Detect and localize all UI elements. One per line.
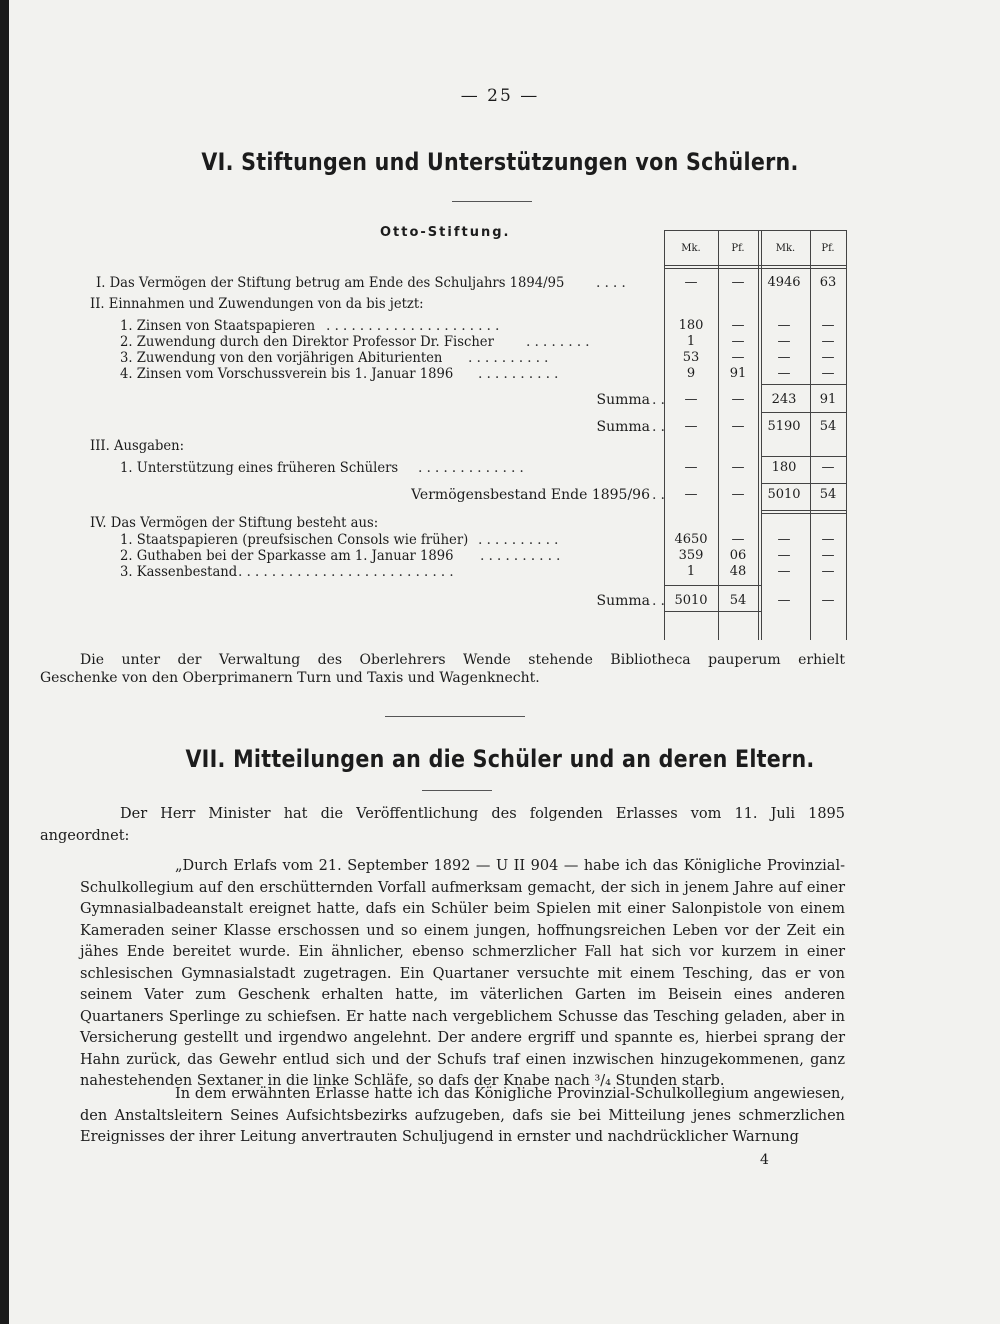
signature-mark: 4 [760, 1152, 769, 1168]
ledger-row-summa: Summa .. — — 5190 54 [596, 419, 837, 435]
ledger-row: 2. Guthaben bei der Sparkasse am 1. Januar 1896 .......... 359 06 — — [120, 548, 835, 564]
ledger-row-summa: Vermögensbestand Ende 1895/96 .. — — 5010 54 [411, 487, 837, 503]
erlass-intro-line-1: Der Herr Minister hat die Veröffentlichung des folgenden Erlasses vom 11. Juli 1895 [120, 806, 845, 822]
ledger-row-summa: Summa .. 5010 54 — — [596, 593, 835, 609]
otto-stiftung-heading: Otto-Stiftung. [380, 225, 511, 240]
erlass-paragraph-2: In dem erwähnten Erlasse hatte ich das Königliche Provinzial-Schulkollegium angewiesen, den Anstaltsleitern Seines Aufsichtsbezirks aufzugeben, dafs sie bei Mitteilung jenes schmerzlichen Ereignisses der ihrer Leitung anvertrauten Schuljugend in ernster und nachdrücklicher Warnung [80, 1086, 845, 1145]
title-rule [422, 790, 492, 791]
bibliotheca-note-line-2: Geschenke von den Oberprimanern Turn und Taxis und Wagenknecht. [40, 670, 540, 686]
page-number: — 25 — [460, 86, 540, 106]
ledger-row: 1. Staatspapieren (preufsischen Consols wie früher) .......... 4650 — — — [120, 532, 835, 548]
erlass-quote-paragraph: „Durch Erlafs vom 21. September 1892 — U II 904 — habe ich das Königliche Provinzial-Schulkollegium auf den erschütternden Vorfall aufmerksam gemacht, der sich in jenem Jahre auf einer Gymnasialbadeanstalt ereignet hatte, dafs ein Schüler beim Spielen mit einer Salonpistole von einem Kameraden seiner Klasse erschossen und so einem jungen, hoffnungsreichen Leben vor der Zeit ein jähes Ende bereitet wurde. Ein ähnlicher, ebenso schmerzlicher Fall hat sich vor kurzem in einer schlesischen Gymnasialstadt zugetragen. Ein Quartaner versuchte mit einem Tesching, das er von seinem Vater zum Geschenk erhalten hatte, im väterlichen Garten im Beisein eines anderen Quartaners Sperlinge zu schiefsen. Er hatte nach vergeblichem Schusse das Tesching geladen, aber in Versicherung gestellt und irgendwo angelehnt. Der andere ergriff und spannte es, hierbei sprang der Hahn zurück, das Gewehr entlud sich und der Schufs traf einen inzwischen hinzugekommenen, ganz nahestehenden Sextaner in die linke Schläfe, so dafs der Knabe nach ³/₄ Stunden starb. [80, 858, 845, 1089]
ledger-row: III. Ausgaben: [90, 438, 185, 454]
ledger-row: 3. Kassenbestand .......................... 1 48 — — [120, 564, 835, 580]
ledger-row: 4. Zinsen vom Vorschussverein bis 1. Januar 1896 .......... 9 91 — — [120, 366, 835, 382]
bibliotheca-note-line-1: Die unter der Verwaltung des Oberlehrers Wende stehende Bibliotheca pauperum erhielt [80, 652, 845, 668]
header-pf-2: Pf. [821, 243, 835, 254]
erlass-intro-line-2: angeordnet: [40, 828, 130, 844]
section-divider [385, 716, 525, 717]
section-6-title: VI. Stiftungen und Unterstützungen von Schülern. [201, 148, 799, 176]
ledger-row: I. Das Vermögen der Stiftung betrug am Ende des Schuljahrs 1894/95 .... — — 4946 63 [96, 275, 837, 291]
ledger-row: IV. Das Vermögen der Stiftung besteht aus: [90, 515, 379, 531]
header-pf-1: Pf. [731, 243, 745, 254]
ledger-row: 3. Zuwendung von den vorjährigen Abiturienten .......... 53 — — — [120, 350, 835, 366]
header-mk-1: Mk. [681, 243, 701, 254]
ledger-row: 2. Zuwendung durch den Direktor Professor Dr. Fischer ........ 1 — — — [120, 334, 835, 350]
title-rule [452, 201, 532, 202]
ledger-row: 1. Unterstützung eines früheren Schülers ............. — — 180 — [120, 460, 835, 476]
ledger-row-summa: Summa .. — — 243 91 [596, 392, 837, 408]
ledger-row: 1. Zinsen von Staatspapieren ..................... 180 — — — [120, 318, 835, 334]
page-edge [0, 0, 9, 1324]
ledger-row: II. Einnahmen und Zuwendungen von da bis jetzt: [90, 296, 424, 312]
section-7-title: VII. Mitteilungen an die Schüler und an deren Eltern. [185, 745, 815, 773]
header-mk-2: Mk. [775, 243, 796, 254]
